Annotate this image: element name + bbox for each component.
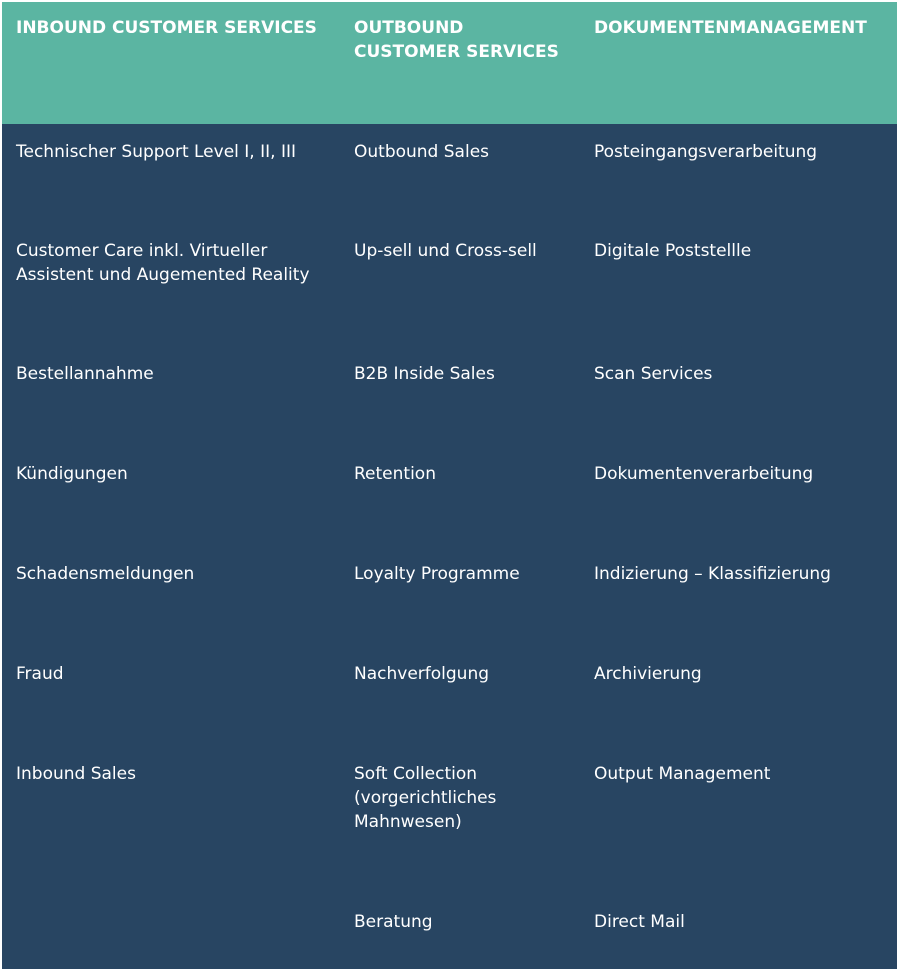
table-row	[2, 646, 897, 746]
table-cell: Soft Collection (vorgerichtliches Mahnwesen)	[354, 764, 497, 832]
table-body	[2, 124, 897, 967]
table-cell: Direct Mail	[594, 912, 685, 932]
table-cell: Inbound Sales	[16, 764, 136, 784]
table-cell: Customer Care inkl. Virtueller Assistent und Augemented Reality	[16, 241, 310, 285]
table-row	[2, 746, 897, 894]
table-cell: Nachverfolgung	[354, 664, 490, 684]
table-cell: Fraud	[16, 664, 64, 684]
table-cell: Dokumentenverarbeitung	[594, 464, 814, 484]
table-cell: Technischer Support Level I, II, III	[16, 142, 296, 162]
table-cell: Indizierung – Klassifizierung	[594, 564, 831, 584]
table-row	[2, 894, 897, 967]
header-dokumentenmanagement: DOKUMENTENMANAGEMENT	[580, 2, 897, 124]
services-table	[2, 2, 897, 967]
table-header	[2, 2, 897, 124]
table-cell: Up-sell und Cross-sell	[354, 241, 537, 261]
table-cell: Digitale Poststellle	[594, 241, 752, 261]
table-row	[2, 446, 897, 546]
table-cell: Schadensmeldungen	[16, 564, 195, 584]
table-row	[2, 346, 897, 446]
table-cell: B2B Inside Sales	[354, 364, 495, 384]
table-cell: Outbound Sales	[354, 142, 490, 162]
services-table-container	[2, 2, 897, 969]
header-inbound-customer-services: INBOUND CUSTOMER SERVICES	[2, 2, 340, 124]
table-cell: Retention	[354, 464, 436, 484]
table-cell: Beratung	[354, 912, 433, 932]
table-cell: Scan Services	[594, 364, 713, 384]
table-row	[2, 223, 897, 346]
table-cell: Archivierung	[594, 664, 702, 684]
table-cell: Kündigungen	[16, 464, 128, 484]
table-row	[2, 546, 897, 646]
table-cell: Posteingangsverarbeitung	[594, 142, 818, 162]
table-cell: Output Management	[594, 764, 771, 784]
table-row	[2, 124, 897, 223]
header-outbound-customer-services: OUTBOUND CUSTOMER SERVICES	[340, 2, 580, 124]
table-cell: Bestellannahme	[16, 364, 154, 384]
table-cell: Loyalty Programme	[354, 564, 520, 584]
table-cell	[2, 894, 340, 967]
header-row	[2, 2, 897, 124]
